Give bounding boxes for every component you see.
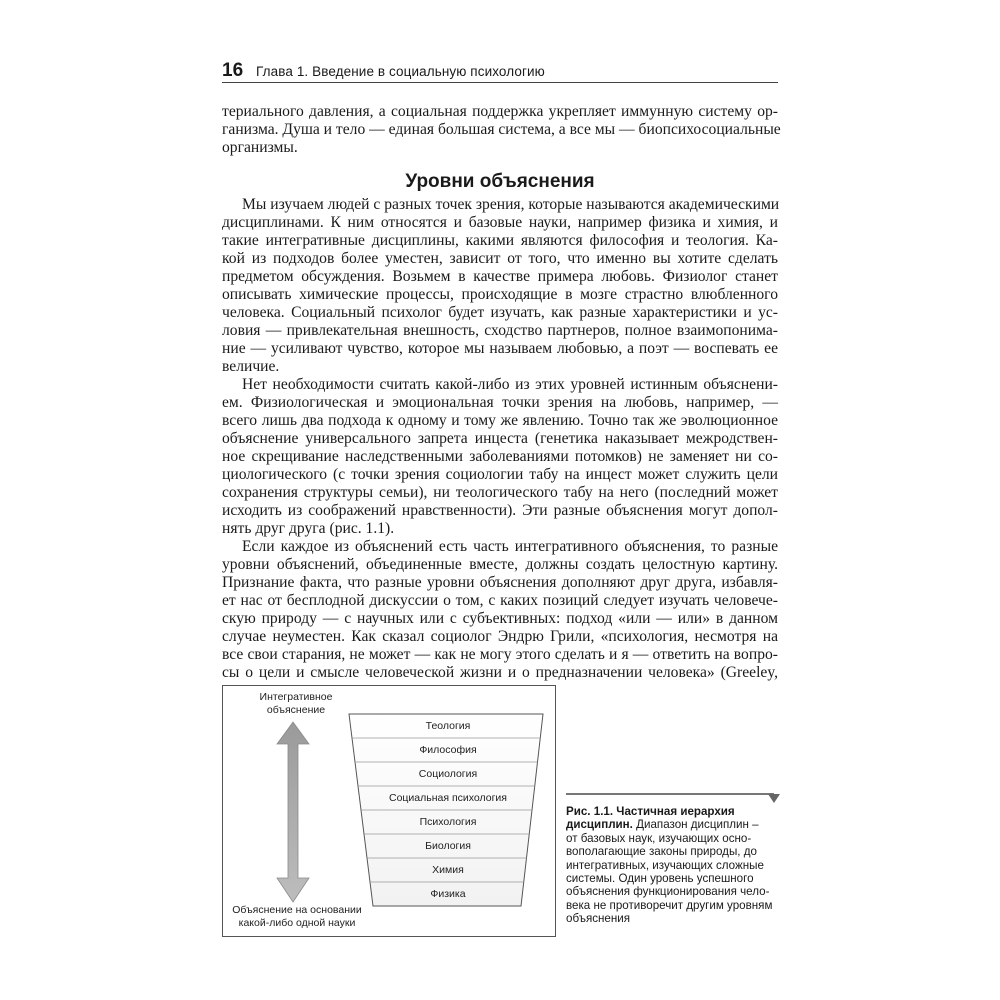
text-line: териального давления, а социальная поддержка укрепляет иммунную систему ор- (222, 103, 778, 120)
discipline-level: Философия (419, 743, 477, 756)
caption-text: века не противоречит другим уровням (566, 898, 773, 912)
caption-text: объяснения функционирования чело- (566, 885, 770, 899)
section-heading: Уровни объяснения (405, 171, 595, 192)
text-line: ет нас от бесплодной дискуссии о том, с каких позиций следует изучать человече- (222, 592, 778, 609)
text-line: величие. (222, 358, 280, 375)
text-line: такие интегративные дисциплины, какими являются философия и теология. Ка- (222, 232, 778, 249)
discipline-level: Биология (425, 839, 471, 852)
text-line: всего лишь два подхода к одному и тому же явлению. Точно так же эволюционное (222, 412, 778, 429)
text-line: предметом обсуждения. Возьмем в качестве примера любовь. Физиолог станет (222, 268, 778, 285)
text-line: Признание факта, что разные уровни объяснения дополняют друг друга, избавля- (222, 574, 778, 591)
text-line: ем. Физиологическая и эмоциональная точки зрения на любовь, например, — (222, 394, 778, 411)
text-line: уровни объяснений, объединенные вместе, должны создать целостную картину. (222, 556, 778, 573)
text-line: ганизма. Душа и тело — единая большая система, а все мы — биопсихосоциальные (222, 121, 781, 138)
text-line: кой из подходов более уместен, зависит от того, что именно вы хотите сделать (222, 250, 778, 267)
running-header (222, 60, 778, 83)
text-line: ное скрещивание наследственными заболеваниями потомков) не заменяет ни со- (222, 448, 778, 465)
discipline-level: Психология (419, 815, 477, 828)
caption-text: от базовых наук, изучающих осно- (566, 831, 752, 845)
paragraph-2 (222, 376, 778, 538)
paragraph-1 (222, 196, 778, 376)
text-line: циологического (с точки зрения социологии табу на инцест может служить цели (222, 466, 778, 483)
text-line: все свои старания, не может — как не могу этого сделать и я — ответить на вопро- (222, 646, 778, 663)
text-line: нять друг друга (рис. 1.1). (222, 520, 395, 537)
double-arrow-icon (277, 722, 309, 902)
text-line: сохранения структуры семьи), ни теологического табу на него (последний может (222, 484, 778, 501)
integrative-label: Интегративное объяснение (259, 691, 333, 716)
figure-hierarchy (222, 685, 556, 937)
discipline-level: Теология (425, 719, 471, 732)
caption-text: объяснения (566, 912, 631, 926)
discipline-level: Химия (432, 863, 464, 876)
figure-caption (566, 805, 780, 926)
caption-text: системы. Один уровень успешного (566, 872, 754, 886)
paragraph-3 (222, 538, 778, 682)
page-number: 16 (222, 60, 244, 81)
caption-text: интегративных, изучающих сложные (566, 858, 764, 872)
text-line: Мы изучаем людей с разных точек зрения, которые называются академическими (242, 196, 780, 213)
text-line: человека. Социальный психолог будет изучать, как разные характеристики и ус- (222, 304, 778, 321)
text-line: Нет необходимости считать какой-либо из этих уровней истинным объяснени- (242, 376, 778, 393)
text-line: описывать химические процессы, происходящие в мозге страстно влюбленного (222, 286, 778, 303)
text-line: дисциплинами. К ним относятся и базовые науки, например физика и химия, и (222, 214, 778, 231)
single-science-label: Объяснение на основании какой-либо одной науки (232, 904, 362, 929)
text-line: случае неуместен. Как сказал социолог Эндрю Грили, «психология, несмотря на (222, 628, 778, 645)
caption-text: вополагающие законы природы, до (566, 845, 757, 859)
discipline-level: Социология (418, 767, 478, 780)
text-line: организмы. (222, 139, 298, 156)
caption-title-cont: дисциплин. (566, 818, 633, 832)
text-line: сы о цели и смысле человеческой жизни и о предназначении человека» (Greeley, (222, 664, 778, 681)
text-line: ловия — привлекательная внешность, сходство партнеров, полное взаимопонима- (222, 322, 778, 339)
caption-rule (566, 793, 774, 795)
text-line: Если каждое из объяснений есть часть интегративного объяснения, то разные (242, 538, 778, 555)
text-line: скую природу — с научных или с субъективных: подход «или — или» в данном (222, 610, 778, 627)
intro-paragraph (222, 103, 781, 157)
caption-title: Рис. 1.1. Частичная иерархия (566, 805, 735, 818)
caption-text: Диапазон дисциплин – (636, 818, 759, 832)
text-line: объяснение универсального запрета инцеста (генетика наказывает межродствен- (222, 430, 778, 447)
discipline-level: Физика (430, 887, 466, 900)
caption-arrow-icon (768, 794, 780, 803)
chapter-title: Глава 1. Введение в социальную психологию (256, 64, 545, 79)
text-line: ние — усиливают чувство, которое мы называем любовью, а поэт — воспевать ее (222, 340, 778, 357)
discipline-level: Социальная психология (389, 791, 507, 804)
text-line: исходить из соображений нравственности). Эти разные объяснения могут допол- (222, 502, 778, 519)
